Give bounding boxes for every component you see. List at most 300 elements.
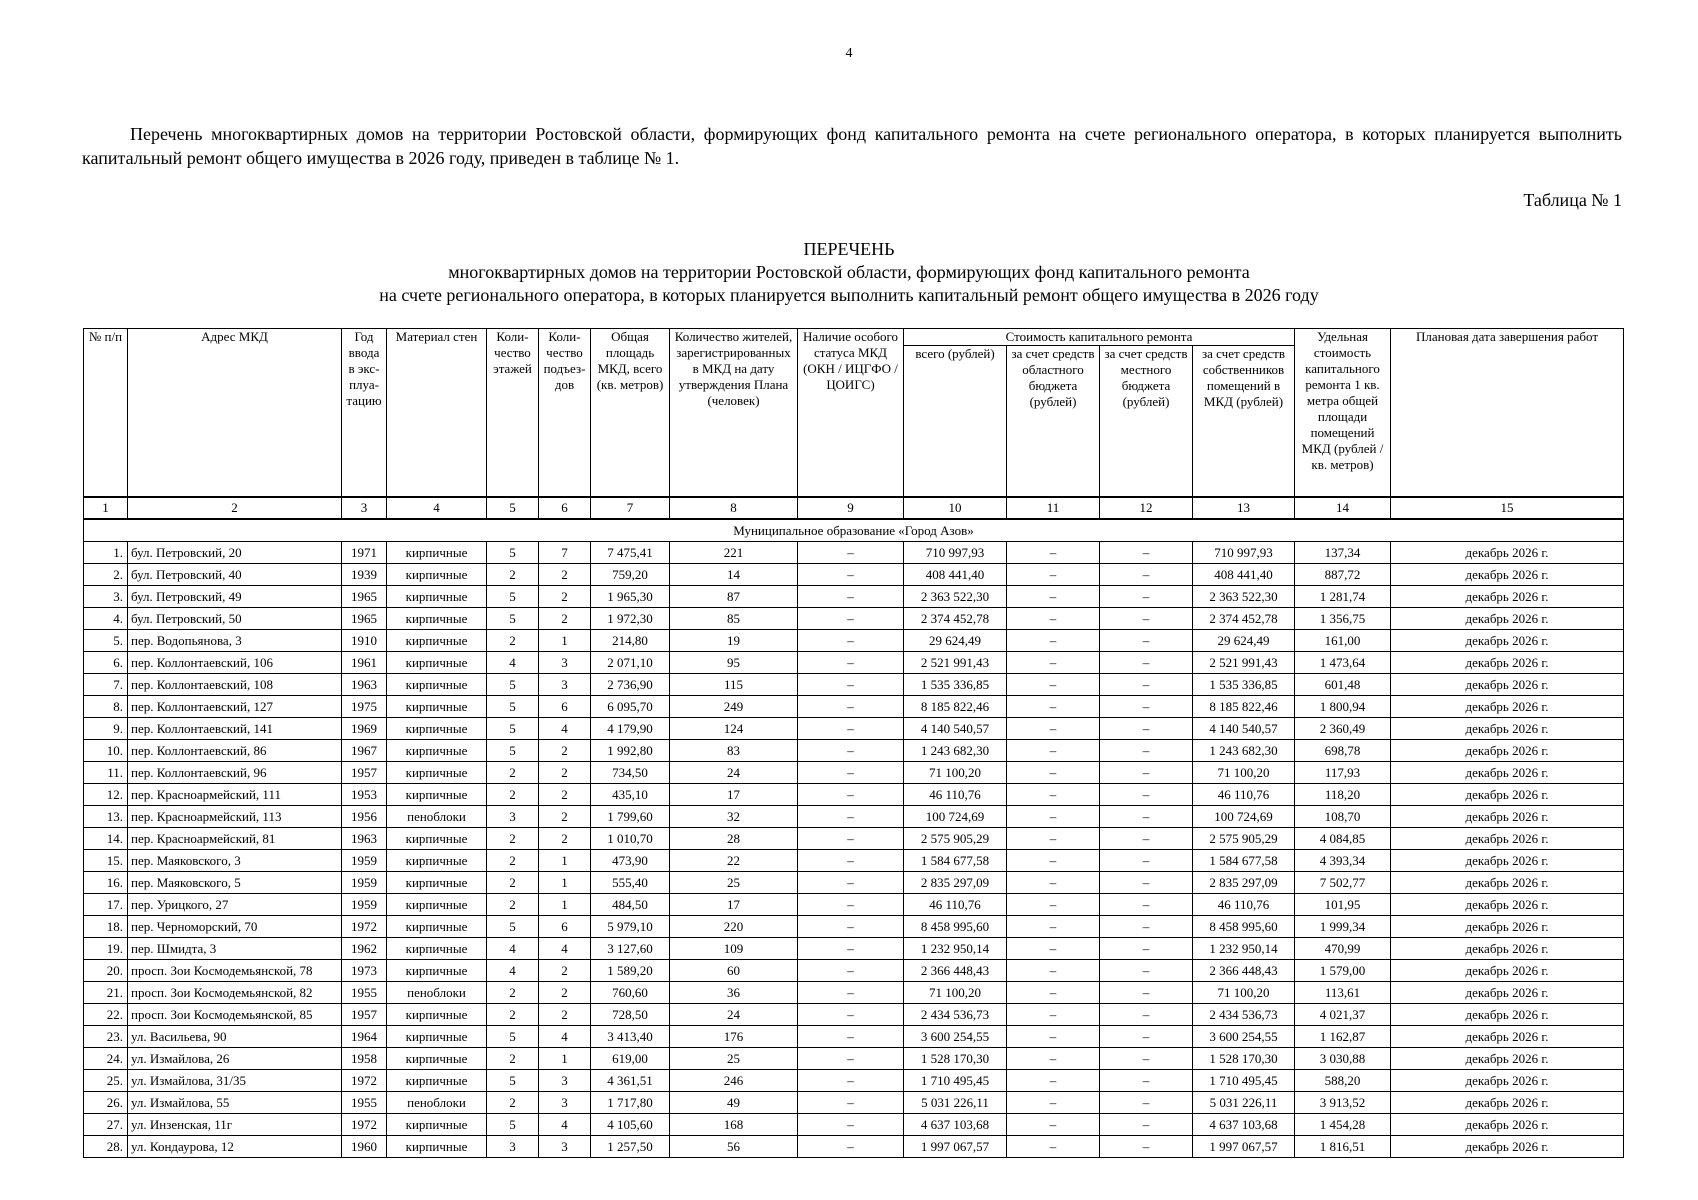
cell-cost-total: 5 031 226,11 (904, 1092, 1007, 1114)
cell-cost-regional: – (1007, 1092, 1100, 1114)
cell-cost-regional: – (1007, 740, 1100, 762)
cell-cost-regional: – (1007, 982, 1100, 1004)
cell-unit-cost: 113,61 (1295, 982, 1391, 1004)
cell-unit-cost: 588,20 (1295, 1070, 1391, 1092)
cell-end-date: декабрь 2026 г. (1391, 1114, 1624, 1136)
cell-entrances: 4 (539, 938, 591, 960)
cell-address: пер. Коллонтаевский, 86 (128, 740, 342, 762)
cell-residents: 83 (670, 740, 798, 762)
cell-end-date: декабрь 2026 г. (1391, 1136, 1624, 1158)
cell-unit-cost: 7 502,77 (1295, 872, 1391, 894)
cell-row-num: 12. (84, 784, 128, 806)
cell-cost-regional: – (1007, 762, 1100, 784)
header-residents: Количество жителей, зарегистрированных в МКД на дату утверждения Плана (человек) (670, 329, 798, 498)
cell-entrances: 1 (539, 630, 591, 652)
cell-cost-regional: – (1007, 564, 1100, 586)
cell-unit-cost: 3 030,88 (1295, 1048, 1391, 1070)
cell-floors: 2 (487, 784, 539, 806)
cell-unit-cost: 101,95 (1295, 894, 1391, 916)
cell-unit-cost: 470,99 (1295, 938, 1391, 960)
cell-cost-owners: 5 031 226,11 (1193, 1092, 1295, 1114)
cell-entrances: 1 (539, 850, 591, 872)
cell-residents: 221 (670, 542, 798, 564)
cell-entrances: 3 (539, 1070, 591, 1092)
cell-residents: 87 (670, 586, 798, 608)
cell-cost-total: 1 243 682,30 (904, 740, 1007, 762)
cell-area: 728,50 (591, 1004, 670, 1026)
cell-floors: 5 (487, 542, 539, 564)
cell-end-date: декабрь 2026 г. (1391, 872, 1624, 894)
column-number: 3 (342, 497, 387, 519)
cell-floors: 5 (487, 916, 539, 938)
cell-year: 1967 (342, 740, 387, 762)
cell-row-num: 3. (84, 586, 128, 608)
cell-cost-owners: 2 374 452,78 (1193, 608, 1295, 630)
cell-material: кирпичные (387, 850, 487, 872)
table-row (84, 762, 1624, 784)
header-status: Наличие особого статуса МКД (ОКН / ИЦГФО / ЦОИГС) (798, 329, 904, 498)
cell-cost-total: 8 458 995,60 (904, 916, 1007, 938)
cell-status: – (798, 696, 904, 718)
cell-row-num: 24. (84, 1048, 128, 1070)
cell-status: – (798, 1092, 904, 1114)
table-row (84, 1114, 1624, 1136)
header-num: № п/п (84, 329, 128, 498)
cell-year: 1971 (342, 542, 387, 564)
cell-cost-regional: – (1007, 1136, 1100, 1158)
cell-address: пер. Урицкого, 27 (128, 894, 342, 916)
cell-entrances: 2 (539, 608, 591, 630)
cell-entrances: 4 (539, 1026, 591, 1048)
cell-status: – (798, 1048, 904, 1070)
cell-end-date: декабрь 2026 г. (1391, 762, 1624, 784)
cell-row-num: 16. (84, 872, 128, 894)
cell-year: 1972 (342, 1070, 387, 1092)
cell-cost-owners: 2 521 991,43 (1193, 652, 1295, 674)
cell-address: бул. Петровский, 20 (128, 542, 342, 564)
cell-unit-cost: 117,93 (1295, 762, 1391, 784)
cell-year: 1961 (342, 652, 387, 674)
cell-address: пер. Красноармейский, 111 (128, 784, 342, 806)
cell-row-num: 11. (84, 762, 128, 784)
cell-cost-total: 8 185 822,46 (904, 696, 1007, 718)
cell-floors: 5 (487, 740, 539, 762)
cell-cost-owners: 408 441,40 (1193, 564, 1295, 586)
cell-status: – (798, 1114, 904, 1136)
cell-cost-total: 2 366 448,43 (904, 960, 1007, 982)
cell-entrances: 3 (539, 1136, 591, 1158)
cell-unit-cost: 2 360,49 (1295, 718, 1391, 740)
cell-residents: 220 (670, 916, 798, 938)
cell-cost-local: – (1100, 1092, 1193, 1114)
cell-cost-local: – (1100, 1136, 1193, 1158)
cell-cost-total: 1 232 950,14 (904, 938, 1007, 960)
cell-unit-cost: 3 913,52 (1295, 1092, 1391, 1114)
cell-cost-local: – (1100, 630, 1193, 652)
cell-status: – (798, 872, 904, 894)
cell-cost-owners: 1 535 336,85 (1193, 674, 1295, 696)
cell-residents: 176 (670, 1026, 798, 1048)
cell-cost-total: 408 441,40 (904, 564, 1007, 586)
cell-year: 1956 (342, 806, 387, 828)
cell-cost-owners: 71 100,20 (1193, 982, 1295, 1004)
cell-address: ул. Васильева, 90 (128, 1026, 342, 1048)
cell-address: пер. Красноармейский, 81 (128, 828, 342, 850)
table-row (84, 850, 1624, 872)
cell-end-date: декабрь 2026 г. (1391, 784, 1624, 806)
cell-material: кирпичные (387, 696, 487, 718)
cell-cost-total: 1 535 336,85 (904, 674, 1007, 696)
cell-cost-regional: – (1007, 850, 1100, 872)
cell-residents: 60 (670, 960, 798, 982)
cell-unit-cost: 118,20 (1295, 784, 1391, 806)
cell-year: 1965 (342, 586, 387, 608)
cell-material: кирпичные (387, 960, 487, 982)
cell-floors: 2 (487, 1092, 539, 1114)
cell-cost-regional: – (1007, 1026, 1100, 1048)
cell-status: – (798, 542, 904, 564)
table-row (84, 1070, 1624, 1092)
cell-end-date: декабрь 2026 г. (1391, 564, 1624, 586)
cell-status: – (798, 564, 904, 586)
cell-cost-total: 2 521 991,43 (904, 652, 1007, 674)
header-floors: Коли-чество этажей (487, 329, 539, 498)
cell-address: ул. Измайлова, 31/35 (128, 1070, 342, 1092)
cell-floors: 3 (487, 1136, 539, 1158)
column-number: 10 (904, 497, 1007, 519)
cell-cost-owners: 1 243 682,30 (1193, 740, 1295, 762)
table-row (84, 960, 1624, 982)
column-number: 1 (84, 497, 128, 519)
cell-area: 7 475,41 (591, 542, 670, 564)
cell-cost-owners: 2 835 297,09 (1193, 872, 1295, 894)
header-entrances: Коли-чество подъез-дов (539, 329, 591, 498)
cell-entrances: 2 (539, 762, 591, 784)
column-number: 4 (387, 497, 487, 519)
cell-cost-regional: – (1007, 894, 1100, 916)
cell-row-num: 6. (84, 652, 128, 674)
table-row (84, 982, 1624, 1004)
cell-address: пер. Коллонтаевский, 96 (128, 762, 342, 784)
cell-cost-local: – (1100, 696, 1193, 718)
cell-entrances: 1 (539, 894, 591, 916)
cell-address: пер. Коллонтаевский, 106 (128, 652, 342, 674)
column-number: 12 (1100, 497, 1193, 519)
cell-floors: 5 (487, 608, 539, 630)
cell-material: пеноблоки (387, 806, 487, 828)
cell-address: пер. Коллонтаевский, 141 (128, 718, 342, 740)
cell-cost-local: – (1100, 938, 1193, 960)
cell-end-date: декабрь 2026 г. (1391, 718, 1624, 740)
table-row (84, 586, 1624, 608)
cell-residents: 25 (670, 872, 798, 894)
cell-entrances: 6 (539, 916, 591, 938)
cell-address: ул. Измайлова, 55 (128, 1092, 342, 1114)
cell-row-num: 20. (84, 960, 128, 982)
cell-status: – (798, 982, 904, 1004)
cell-row-num: 22. (84, 1004, 128, 1026)
cell-cost-local: – (1100, 1048, 1193, 1070)
cell-cost-local: – (1100, 850, 1193, 872)
cell-area: 473,90 (591, 850, 670, 872)
cell-cost-local: – (1100, 872, 1193, 894)
header-area: Общая площадь МКД, всего (кв. метров) (591, 329, 670, 498)
cell-unit-cost: 137,34 (1295, 542, 1391, 564)
column-number: 11 (1007, 497, 1100, 519)
cell-status: – (798, 762, 904, 784)
title-line-2: многоквартирных домов на территории Ростовской области, формирующих фонд капитального ремонта (448, 262, 1250, 282)
cell-cost-local: – (1100, 762, 1193, 784)
cell-material: кирпичные (387, 652, 487, 674)
cell-end-date: декабрь 2026 г. (1391, 740, 1624, 762)
cell-cost-owners: 2 575 905,29 (1193, 828, 1295, 850)
cell-year: 1955 (342, 1092, 387, 1114)
cell-floors: 5 (487, 586, 539, 608)
cell-area: 3 413,40 (591, 1026, 670, 1048)
cell-year: 1963 (342, 674, 387, 696)
cell-end-date: декабрь 2026 г. (1391, 608, 1624, 630)
cell-end-date: декабрь 2026 г. (1391, 674, 1624, 696)
cell-cost-regional: – (1007, 674, 1100, 696)
cell-cost-total: 2 575 905,29 (904, 828, 1007, 850)
cell-row-num: 19. (84, 938, 128, 960)
cell-unit-cost: 1 473,64 (1295, 652, 1391, 674)
cell-end-date: декабрь 2026 г. (1391, 916, 1624, 938)
cell-residents: 32 (670, 806, 798, 828)
cell-residents: 246 (670, 1070, 798, 1092)
table-row (84, 1026, 1624, 1048)
cell-area: 1 717,80 (591, 1092, 670, 1114)
cell-floors: 2 (487, 1004, 539, 1026)
table-row (84, 542, 1624, 564)
cell-cost-owners: 46 110,76 (1193, 784, 1295, 806)
cell-area: 1 799,60 (591, 806, 670, 828)
cell-row-num: 21. (84, 982, 128, 1004)
cell-unit-cost: 698,78 (1295, 740, 1391, 762)
cell-cost-total: 1 584 677,58 (904, 850, 1007, 872)
cell-residents: 85 (670, 608, 798, 630)
cell-end-date: декабрь 2026 г. (1391, 1026, 1624, 1048)
cell-address: пер. Маяковского, 3 (128, 850, 342, 872)
cell-floors: 2 (487, 564, 539, 586)
cell-residents: 109 (670, 938, 798, 960)
cell-status: – (798, 784, 904, 806)
table-row (84, 828, 1624, 850)
column-number: 15 (1391, 497, 1624, 519)
cell-area: 555,40 (591, 872, 670, 894)
cell-year: 1959 (342, 850, 387, 872)
cell-year: 1975 (342, 696, 387, 718)
cell-cost-total: 71 100,20 (904, 762, 1007, 784)
cell-cost-owners: 46 110,76 (1193, 894, 1295, 916)
cell-material: кирпичные (387, 828, 487, 850)
cell-cost-owners: 4 140 540,57 (1193, 718, 1295, 740)
cell-address: просп. Зои Космодемьянской, 82 (128, 982, 342, 1004)
cell-row-num: 13. (84, 806, 128, 828)
cell-cost-total: 100 724,69 (904, 806, 1007, 828)
title-line-1: ПЕРЕЧЕНЬ (803, 239, 895, 259)
cell-cost-local: – (1100, 784, 1193, 806)
cell-material: кирпичные (387, 1026, 487, 1048)
cell-year: 1960 (342, 1136, 387, 1158)
cell-row-num: 8. (84, 696, 128, 718)
cell-address: бул. Петровский, 50 (128, 608, 342, 630)
cell-cost-regional: – (1007, 586, 1100, 608)
cell-end-date: декабрь 2026 г. (1391, 1070, 1624, 1092)
cell-cost-local: – (1100, 960, 1193, 982)
cell-unit-cost: 4 084,85 (1295, 828, 1391, 850)
cell-year: 1962 (342, 938, 387, 960)
cell-status: – (798, 674, 904, 696)
cell-row-num: 7. (84, 674, 128, 696)
cell-entrances: 4 (539, 718, 591, 740)
cell-cost-total: 46 110,76 (904, 894, 1007, 916)
cell-cost-owners: 1 997 067,57 (1193, 1136, 1295, 1158)
cell-status: – (798, 608, 904, 630)
cell-cost-total: 2 363 522,30 (904, 586, 1007, 608)
cell-floors: 2 (487, 762, 539, 784)
cell-address: ул. Инзенская, 11г (128, 1114, 342, 1136)
cell-end-date: декабрь 2026 г. (1391, 630, 1624, 652)
cell-unit-cost: 887,72 (1295, 564, 1391, 586)
cell-floors: 2 (487, 872, 539, 894)
cell-status: – (798, 894, 904, 916)
cell-cost-total: 2 374 452,78 (904, 608, 1007, 630)
cell-entrances: 2 (539, 740, 591, 762)
cell-cost-owners: 1 584 677,58 (1193, 850, 1295, 872)
cell-cost-local: – (1100, 542, 1193, 564)
cell-row-num: 5. (84, 630, 128, 652)
table-row (84, 608, 1624, 630)
cell-cost-owners: 2 363 522,30 (1193, 586, 1295, 608)
cell-cost-local: – (1100, 806, 1193, 828)
table-label: Таблица № 1 (1523, 190, 1622, 210)
cell-area: 4 105,60 (591, 1114, 670, 1136)
column-number: 5 (487, 497, 539, 519)
cell-entrances: 4 (539, 1114, 591, 1136)
cell-cost-regional: – (1007, 542, 1100, 564)
cell-status: – (798, 828, 904, 850)
cell-floors: 2 (487, 1048, 539, 1070)
cell-cost-regional: – (1007, 630, 1100, 652)
cell-end-date: декабрь 2026 г. (1391, 542, 1624, 564)
cell-residents: 95 (670, 652, 798, 674)
table-row (84, 696, 1624, 718)
cell-cost-local: – (1100, 608, 1193, 630)
cell-year: 1910 (342, 630, 387, 652)
cell-cost-total: 2 835 297,09 (904, 872, 1007, 894)
cell-year: 1958 (342, 1048, 387, 1070)
cell-material: кирпичные (387, 916, 487, 938)
cell-status: – (798, 1070, 904, 1092)
cell-cost-local: – (1100, 674, 1193, 696)
cell-residents: 56 (670, 1136, 798, 1158)
cell-area: 4 179,90 (591, 718, 670, 740)
cell-row-num: 14. (84, 828, 128, 850)
cell-status: – (798, 960, 904, 982)
cell-cost-local: – (1100, 586, 1193, 608)
cell-unit-cost: 1 579,00 (1295, 960, 1391, 982)
cell-cost-regional: – (1007, 1070, 1100, 1092)
document-title (0, 238, 1698, 307)
cell-address: бул. Петровский, 40 (128, 564, 342, 586)
cell-material: кирпичные (387, 1136, 487, 1158)
cell-floors: 2 (487, 850, 539, 872)
cell-year: 1953 (342, 784, 387, 806)
header-end-date: Плановая дата завершения работ (1391, 329, 1624, 498)
header-year: Год ввода в экс-плуа-тацию (342, 329, 387, 498)
column-number: 6 (539, 497, 591, 519)
cell-material: кирпичные (387, 1048, 487, 1070)
header-material: Материал стен (387, 329, 487, 498)
cell-floors: 5 (487, 718, 539, 740)
cell-cost-owners: 1 232 950,14 (1193, 938, 1295, 960)
cell-year: 1963 (342, 828, 387, 850)
table-row (84, 784, 1624, 806)
cell-floors: 4 (487, 960, 539, 982)
cell-residents: 17 (670, 784, 798, 806)
cell-row-num: 18. (84, 916, 128, 938)
table-row (84, 718, 1624, 740)
cell-end-date: декабрь 2026 г. (1391, 652, 1624, 674)
cell-row-num: 27. (84, 1114, 128, 1136)
cell-unit-cost: 1 281,74 (1295, 586, 1391, 608)
cell-row-num: 2. (84, 564, 128, 586)
cell-material: пеноблоки (387, 1092, 487, 1114)
cell-address: просп. Зои Космодемьянской, 85 (128, 1004, 342, 1026)
cell-end-date: декабрь 2026 г. (1391, 938, 1624, 960)
cell-row-num: 23. (84, 1026, 128, 1048)
cell-row-num: 10. (84, 740, 128, 762)
cell-area: 1 010,70 (591, 828, 670, 850)
cell-year: 1972 (342, 1114, 387, 1136)
cell-cost-regional: – (1007, 1114, 1100, 1136)
cell-entrances: 3 (539, 652, 591, 674)
cell-cost-local: – (1100, 1004, 1193, 1026)
cell-cost-local: – (1100, 718, 1193, 740)
cell-residents: 17 (670, 894, 798, 916)
cell-material: кирпичные (387, 542, 487, 564)
cell-material: кирпичные (387, 762, 487, 784)
cell-cost-owners: 2 434 536,73 (1193, 1004, 1295, 1026)
cell-status: – (798, 916, 904, 938)
cell-material: кирпичные (387, 1004, 487, 1026)
cell-material: кирпичные (387, 872, 487, 894)
cell-area: 1 589,20 (591, 960, 670, 982)
cell-address: пер. Шмидта, 3 (128, 938, 342, 960)
cell-cost-regional: – (1007, 938, 1100, 960)
cell-entrances: 1 (539, 872, 591, 894)
cell-entrances: 2 (539, 806, 591, 828)
cell-unit-cost: 108,70 (1295, 806, 1391, 828)
table-row (84, 1136, 1624, 1158)
cell-address: пер. Черноморский, 70 (128, 916, 342, 938)
cell-cost-total: 710 997,93 (904, 542, 1007, 564)
table-row (84, 872, 1624, 894)
cell-cost-owners: 1 528 170,30 (1193, 1048, 1295, 1070)
header-cost-total: всего (рублей) (904, 346, 1007, 498)
cell-cost-regional: – (1007, 872, 1100, 894)
cell-end-date: декабрь 2026 г. (1391, 850, 1624, 872)
cell-material: кирпичные (387, 718, 487, 740)
cell-address: пер. Коллонтаевский, 108 (128, 674, 342, 696)
cell-floors: 4 (487, 938, 539, 960)
cell-year: 1939 (342, 564, 387, 586)
cell-status: – (798, 718, 904, 740)
cell-entrances: 2 (539, 586, 591, 608)
cell-cost-local: – (1100, 1070, 1193, 1092)
cell-cost-owners: 2 366 448,43 (1193, 960, 1295, 982)
